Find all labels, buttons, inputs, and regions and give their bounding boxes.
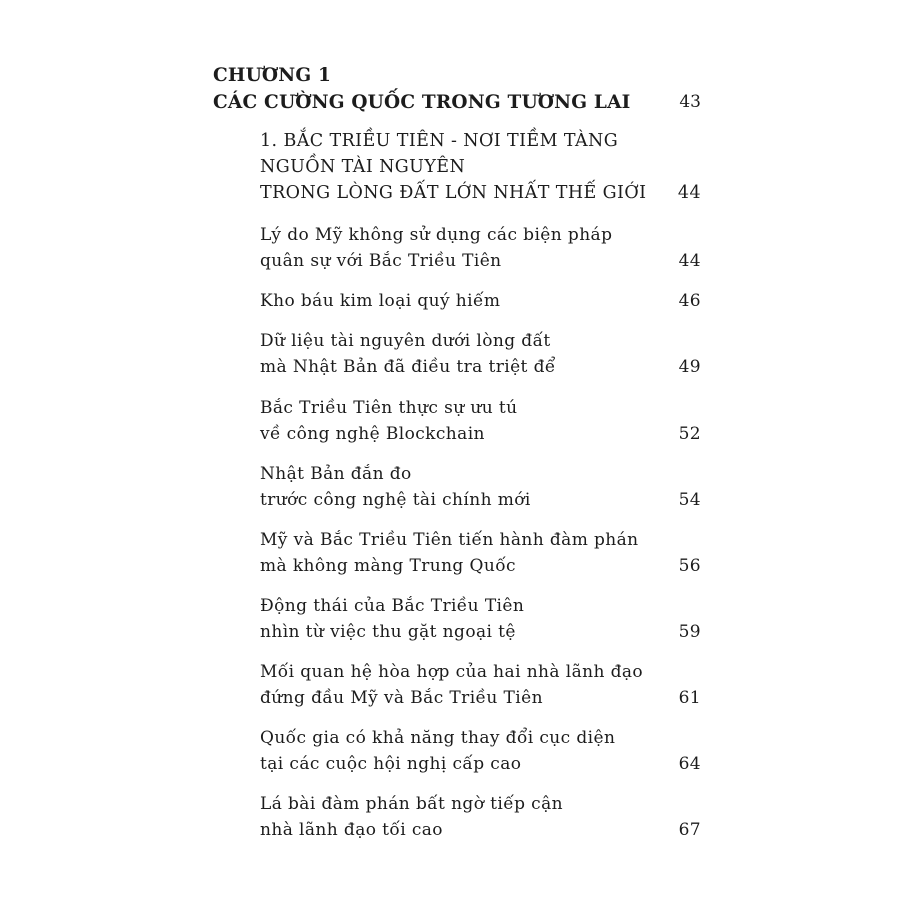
toc-entry-page: 44 (678, 251, 701, 271)
toc-entry-page: 46 (678, 291, 701, 311)
toc-entry-page: 52 (678, 424, 701, 444)
toc-entry-page: 61 (678, 688, 701, 708)
toc-entry (260, 222, 701, 274)
toc-entry (260, 725, 701, 777)
toc-entry-title: Lý do Mỹ không sử dụng các biện pháp quân sự với Bắc Triều Tiên (260, 225, 613, 271)
toc-entry-title: Quốc gia có khả năng thay đổi cục diện tại các cuộc hội nghị cấp cao (260, 728, 616, 774)
chapter-label: CHƯƠNG 1 (213, 65, 332, 86)
toc-entry-title: Dữ liệu tài nguyên dưới lòng đất mà Nhật Bản đã điều tra triệt để (260, 331, 556, 377)
toc-entry-page: 49 (678, 357, 701, 377)
toc-entry-title: Mỹ và Bắc Triều Tiên tiến hành đàm phán mà không màng Trung Quốc (260, 530, 639, 576)
toc-entry (260, 288, 701, 314)
toc-entry-page: 54 (678, 490, 701, 510)
toc-entry-page: 67 (678, 820, 701, 840)
toc-entry-title: Nhật Bản đắn đo trước công nghệ tài chính mới (260, 464, 531, 510)
chapter-title: CÁC CƯỜNG QUỐC TRONG TƯƠNG LAI (213, 92, 631, 113)
toc-entry-page: 56 (678, 556, 701, 576)
toc-entry-title: Động thái của Bắc Triều Tiên nhìn từ việc thu gặt ngoại tệ (260, 596, 525, 642)
toc-entry-page: 44 (677, 183, 701, 203)
toc-entry (260, 128, 701, 206)
toc-entry-title: Lá bài đàm phán bất ngờ tiếp cận nhà lãnh đạo tối cao (260, 794, 563, 840)
toc-entry-title: 1. BẮC TRIỀU TIÊN - NƠI TIỀM TÀNG NGUỒN TÀI NGUYÊN TRONG LÒNG ĐẤT LỚN NHẤT THẾ GIỚI (260, 131, 647, 203)
toc-entry (260, 791, 701, 843)
toc-entry (260, 328, 701, 380)
toc-entry (260, 527, 701, 579)
chapter-heading (213, 62, 630, 116)
chapter-page-number: 43 (679, 92, 701, 112)
toc-entry-page: 59 (678, 622, 701, 642)
toc-entry-title: Kho báu kim loại quý hiếm (260, 291, 501, 311)
toc-entry-title: Mối quan hệ hòa hợp của hai nhà lãnh đạo đứng đầu Mỹ và Bắc Triều Tiên (260, 662, 644, 708)
toc-entry (260, 659, 701, 711)
toc-entry (260, 395, 701, 447)
toc-entry-title: Bắc Triều Tiên thực sự ưu tú về công nghệ Blockchain (260, 398, 518, 444)
toc-entry-page: 64 (678, 754, 701, 774)
toc-entry (260, 461, 701, 513)
toc-entry (260, 593, 701, 645)
